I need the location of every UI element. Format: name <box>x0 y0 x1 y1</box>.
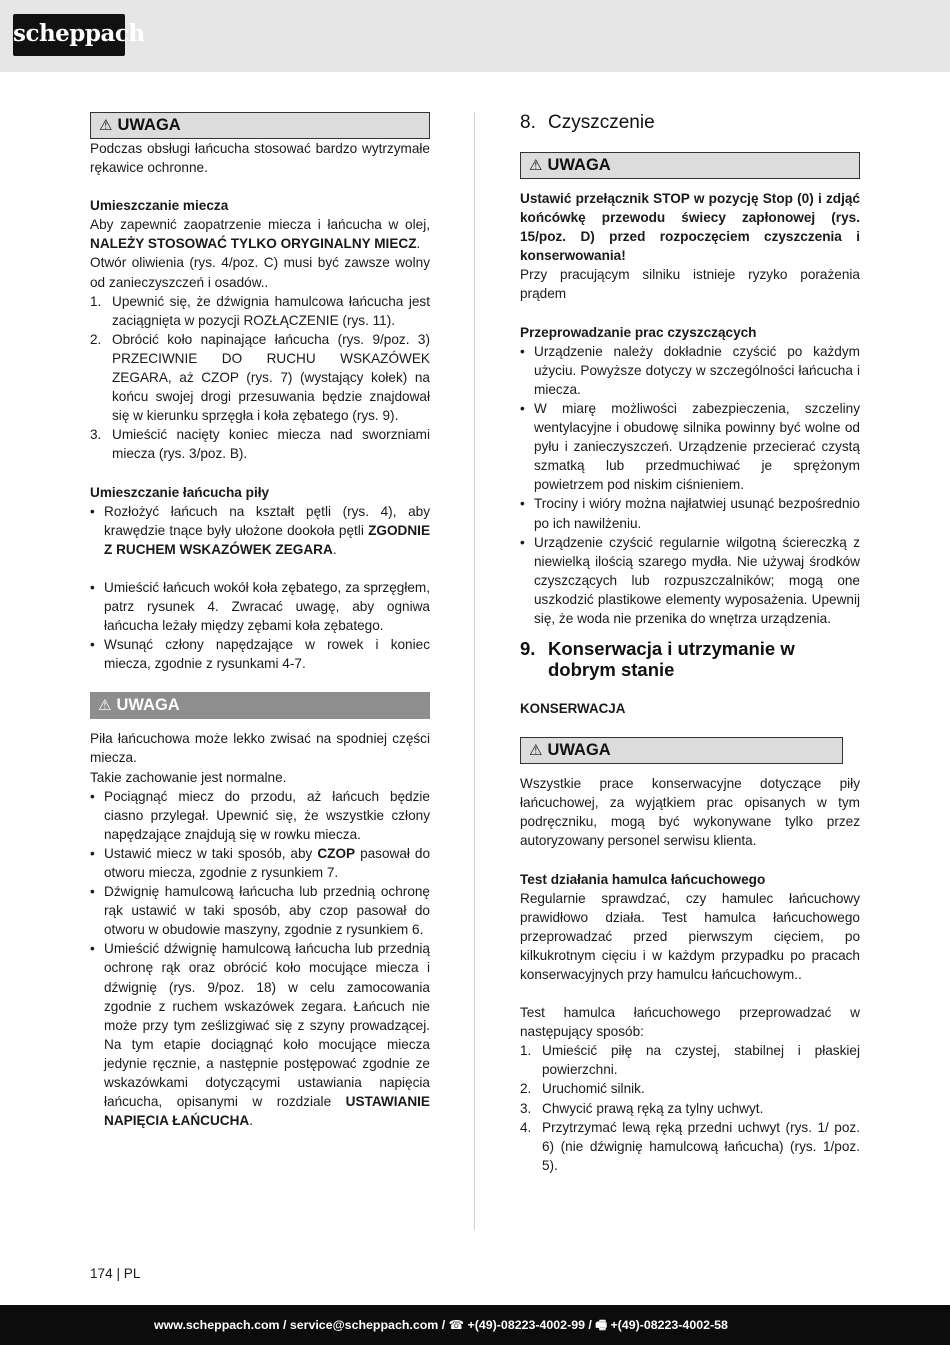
warning-title: UWAGA <box>117 116 181 134</box>
list-item: 3. Chwycić prawą ręką za tylny uchwyt. <box>520 1100 764 1116</box>
list-item: • W miarę możliwości zabezpieczenia, szczeliny wentylacyjne i obudowę silnika powinny być wolne od pyłu i zanieczyszczeń. Urządzenie przecierać czystą szmatką lub przedmuchiwać je sprężonym powietrzem pod niskim ciśnieniem. <box>520 400 860 493</box>
paragraph: Regularnie sprawdzać, czy hamulec łańcuchowy prawidłowo działa. Test hamulca łańcuchowego przeprowadzać przed pierwszym cięciem, po kilkukrotnym cięciu i w każdym przypadku po pracach konserwacyjnych przy hamulcu łańcuchowym.. <box>520 890 860 982</box>
list-item: • Urządzenie czyścić regularnie wilgotną ściereczką z niewielką ilością szarego mydła. Nie używaj środków czyszczących lub rozpuszczalników; mogą one uszkodzić plastikowe elementy wyposażenia. Upewnij się, że woda nie przenika do wnętrza urządzenia. <box>520 534 860 626</box>
subsection-heading: KONSERWACJA <box>520 701 626 717</box>
numbered-list <box>90 292 430 464</box>
warning-title: UWAGA <box>547 741 611 760</box>
bullet-list <box>90 787 430 1131</box>
list-item: 2. Uruchomić silnik. <box>520 1081 645 1097</box>
brand-logo: scheppach <box>13 14 125 56</box>
left-column <box>90 112 430 1130</box>
list-item: • Urządzenie należy dokładnie czyścić po każdym użyciu. Powyższe dotyczy w szczególności łańcucha i miecza. <box>520 343 860 397</box>
warning-box <box>520 152 860 179</box>
section-heading: Umieszczanie łańcucha piły <box>90 484 270 500</box>
warning-box <box>90 112 430 139</box>
list-item: • Dźwignię hamulcową łańcucha lub przednią ochronę rąk ustawić w taki sposób, aby czop pasował do otworu w obudowie maszyny, zgodnie z rysunkiem 6. <box>90 884 430 938</box>
section-heading: Umieszczanie miecza <box>90 198 229 214</box>
list-item: • Ustawić miecz w taki sposób, aby CZOP pasował do otworu miecza, zgodnie z rysunkiem 7. <box>90 845 431 880</box>
list-item: • Rozłożyć łańcuch na kształt pętli (rys. 4), aby krawędzie tnące były ułożone dookoła pętli ZGODNIE Z RUCHEM WSKAZÓWEK ZEGARA. <box>90 503 431 557</box>
bullet-list <box>90 502 430 559</box>
page-number: 174 | PL <box>90 1266 141 1281</box>
warning-text: Przy pracującym silniku istnieje ryzyko porażenia prądem <box>520 267 860 302</box>
warning-triangle-icon: ⚠ <box>529 157 543 174</box>
right-column <box>520 112 860 1175</box>
paragraph: Takie zachowanie jest normalne. <box>90 769 287 785</box>
section-heading: Przeprowadzanie prac czyszczących <box>520 324 757 340</box>
warning-triangle-icon: ⚠ <box>529 742 543 760</box>
section-heading: Test działania hamulca łańcuchowego <box>520 871 766 887</box>
list-item: 2. Obrócić koło napinające łańcucha (rys. 9/poz. 3) PRZECIWNIE DO RUCHU WSKAZÓWEK ZEGARA, aż CZOP (rys. 7) (wystający kołek) na końcu swojej drogi przesuwania będzie znajdował się w kierunku sprzęgła i koła zębatego (rys. 9). <box>90 331 430 424</box>
list-item: • Pociągnąć miecz do przodu, aż łańcuch będzie ciasno przylegał. Upewnić się, że wszystkie człony napędzające znajdują się w rowku miecza. <box>90 788 430 842</box>
list-item: 3. Umieścić nacięty koniec miecza nad sworzniami miecza (rys. 3/poz. B). <box>90 427 430 462</box>
paragraph: Piła łańcuchowa może lekko zwisać na spodniej części miecza. <box>90 731 430 766</box>
warning-title: UWAGA <box>116 696 180 715</box>
column-divider <box>474 112 475 1230</box>
footer-contact: www.scheppach.com / service@scheppach.com / ☎ +(49)-08223-4002-99 / 🖷 +(49)-08223-4002-58 <box>154 1318 728 1332</box>
paragraph: Test hamulca łańcuchowego przeprowadzać w następujący sposób: <box>520 1005 860 1040</box>
warning-text: Podczas obsługi łańcucha stosować bardzo wytrzymałe rękawice ochronne. <box>90 141 430 176</box>
warning-text-bold: Ustawić przełącznik STOP w pozycję Stop (0) i zdjąć końcówkę przewodu świecy zapłonowej (rys. 15/poz. D) przed rozpoczęciem czyszczenia i konserwowania! <box>520 191 860 264</box>
list-item: • Trociny i wióry można najłatwiej usunąć bezpośrednio po ich nawilżeniu. <box>520 496 860 531</box>
paragraph: Aby zapewnić zaopatrzenie miecza i łańcucha w olej, NALEŻY STOSOWAĆ TYLKO ORYGINALNY MIECZ. <box>90 217 430 252</box>
warning-box <box>520 737 843 764</box>
warning-title: UWAGA <box>547 156 611 174</box>
warning-box <box>90 692 430 719</box>
bullet-list <box>90 578 430 673</box>
list-item: 4. Przytrzymać lewą ręką przedni uchwyt (rys. 1/ poz. 6) (nie dźwignię hamulcową łańcucha) (rys. 1/poz. 5). <box>520 1119 860 1173</box>
numbered-list <box>520 1041 860 1175</box>
list-item: • Umieścić łańcuch wokół koła zębatego, za sprzęgłem, patrz rysunek 4. Zwracać uwagę, aby ogniwa łańcucha leżały między zębami koła zębatego. <box>90 579 430 634</box>
paragraph: Otwór oliwienia (rys. 4/poz. C) musi być zawsze wolny od zanieczyszczeń i osadów.. <box>90 255 430 290</box>
warning-text: Wszystkie prace konserwacyjne dotyczące piły łańcuchowej, za wyjątkiem prac opisanych w tym podręczniku, mogą być wykonywane tylko przez autoryzowany personel serwisu klienta. <box>520 776 860 849</box>
section-title: 9. Konserwacja i utrzymanie w dobrym stanie <box>520 638 795 681</box>
list-item: 1. Umieścić piłę na czystej, stabilnej i płaskiej powierzchni. <box>520 1043 860 1078</box>
warning-triangle-icon: ⚠ <box>98 697 112 715</box>
list-item: 1. Upewnić się, że dźwignia hamulcowa łańcucha jest zaciągnięta w pozycji ROZŁĄCZENIE (rys. 11). <box>90 293 430 328</box>
bullet-list <box>520 342 860 628</box>
section-title: 8. Czyszczenie <box>520 112 655 133</box>
page-header <box>0 0 950 72</box>
warning-triangle-icon: ⚠ <box>99 117 113 134</box>
list-item: • Wsunąć człony napędzające w rowek i koniec miecza, zgodnie z rysunkami 4-7. <box>90 637 430 672</box>
page-footer <box>0 1305 950 1345</box>
list-item: • Umieścić dźwignię hamulcową łańcucha lub przednią ochronę rąk oraz obrócić koło mocujące miecza i dźwignię (rys. 9/poz. 18) w celu zamocowania zgodnie z ruchem wskazówek zegara. Łańcuch nie może przy tym ześlizgiwać się z szyny prowadzącej. Na tym etapie dociągnąć koło mocujące miecza jedynie ręcznie, a następnie postępować zgodnie ze wskazówkami dotyczącymi ustawiania napięcia łańcucha, opisanymi w rozdziale USTAWIANIE NAPIĘCIA ŁAŃCUCHA. <box>90 941 430 1129</box>
